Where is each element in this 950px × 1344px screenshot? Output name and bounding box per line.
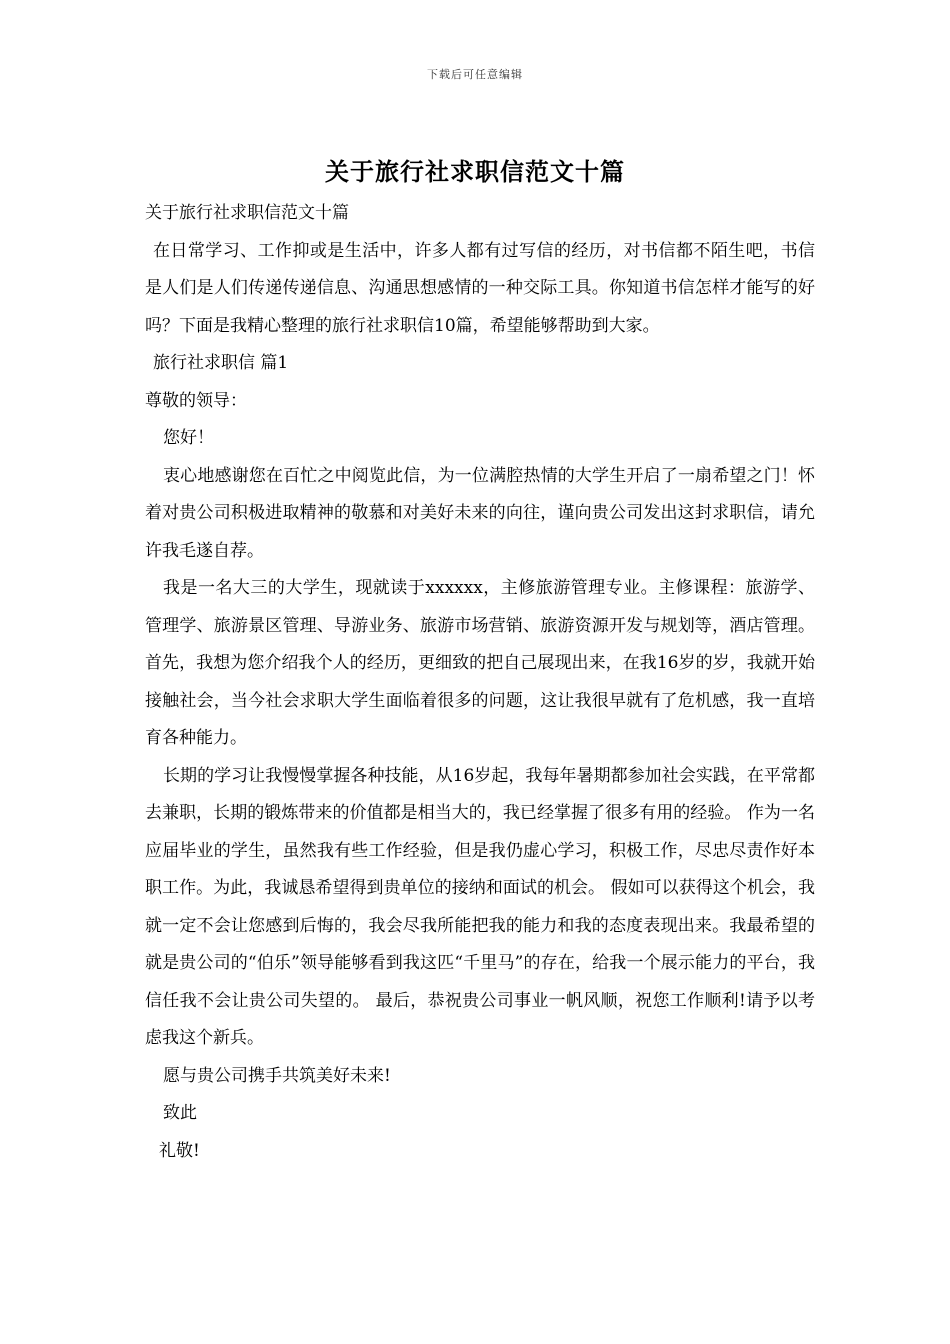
document-body [145, 195, 815, 1170]
section-heading: 旅行社求职信 篇1 [153, 353, 289, 373]
greeting: 您好！ [163, 428, 214, 448]
intro-paragraph: 在日常学习、工作抑或是生活中，许多人都有过写信的经历，对书信都不陌生吧，书信是人们是人们传递传递信息、沟通思想感情的一种交际工具。你知道书信怎样才能写的好吗？下面是我精心整理的旅行社求职信10篇，希望能够帮助到大家。 [145, 240, 815, 336]
closing-line: 致此 [163, 1103, 197, 1123]
document-title: 关于旅行社求职信范文十篇 [325, 157, 625, 186]
header-note: 下载后可任意编辑 [427, 68, 523, 81]
closing-wish: 愿与贵公司携手共筑美好未来! [163, 1065, 391, 1086]
body-paragraph: 长期的学习让我慢慢掌握各种技能，从16岁起，我每年暑期都参加社会实践，在平常都去兼职，长期的锻炼带来的价值都是相当大的，我已经掌握了很多有用的经验。 作为一名应届毕业的学生，虽然我有些工作经验，但是我仍虚心学习，积极工作，尽忠尽责作好本职工作。为此，我诚恳希望得到贵单位的接纳和面试的机会。 假如可以获得这个机会，我就一定不会让您感到后悔的，我会尽我所能把我的能力和我的态度表现出来。我最希望的就是贵公司的“伯乐”领导能够看到我这匹“千里马”的存在，给我一个展示能力的平台，我信任我不会让贵公司失望的。 最后，恭祝贵公司事业一帆风顺，祝您工作顺利!请予以考虑我这个新兵。 [145, 765, 815, 1048]
salutation: 尊敬的领导： [145, 390, 247, 411]
closing-salute: 礼敬! [159, 1140, 200, 1161]
body-paragraph: 衷心地感谢您在百忙之中阅览此信，为一位满腔热情的大学生开启了一扇希望之门！怀着对贵公司积极进取精神的敬慕和对美好未来的向往，谨向贵公司发出这封求职信，请允许我毛遂自荐。 [145, 465, 815, 561]
subtitle-line: 关于旅行社求职信范文十篇 [145, 203, 349, 223]
body-paragraph: 我是一名大三的大学生，现就读于xxxxxx，主修旅游管理专业。主修课程：旅游学、管理学、旅游景区管理、导游业务、旅游市场营销、旅游资源开发与规划等，酒店管理。 首先，我想为您介绍我个人的经历，更细致的把自己展现出来，在我16岁的岁，我就开始接触社会，当今社会求职大学生面临着很多的问题，这让我很早就有了危机感，我一直培育各种能力。 [145, 578, 815, 748]
